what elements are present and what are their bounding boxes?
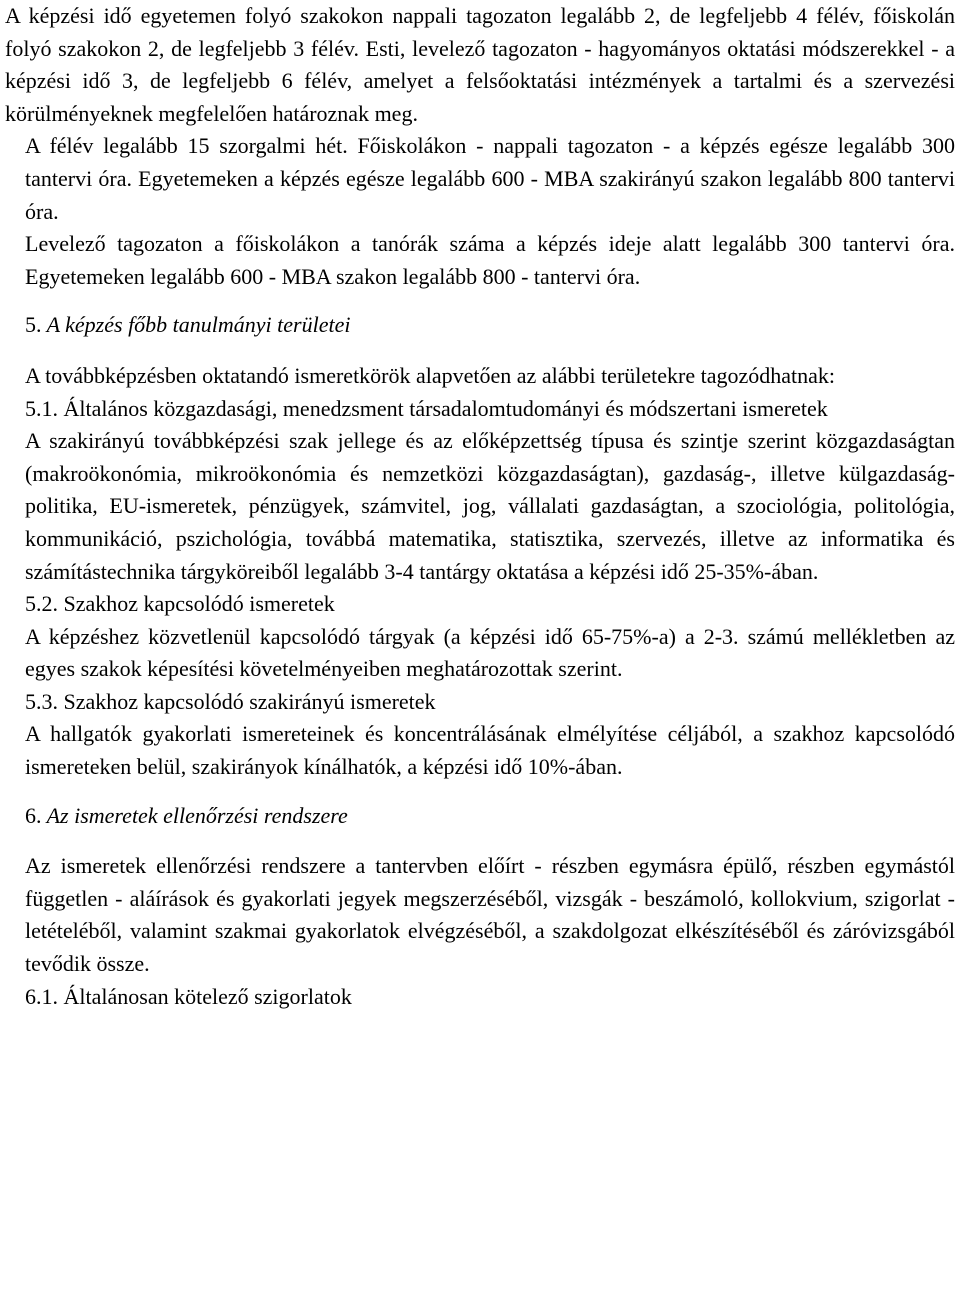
subsection-5-1-body: A szakirányú továbbképzési szak jellege és az előképzettség típusa és szintje szerint közgazdaságtan (makroökonómia, mikroökonómia és nemzetközi közgazdaságtan), gazdaság-, illetve külgazdaság-politika, EU-ismeretek, pénzügyek, számvitel, jog, vállalati gazdaságtan, a szociológia, politológia, kommunikáció, pszichológia, továbbá matematika, statisztika, szervezés, illetve az informatika és számítástechnika tárgyköreiből legalább 3-4 tantárgy oktatása a képzési idő 25-35%-ában.	[25, 428, 955, 584]
subsection-5-2-heading: 5.2. Szakhoz kapcsolódó ismeretek	[25, 591, 335, 617]
document-page	[5, 0, 955, 1013]
section-6-heading	[5, 800, 955, 833]
spacer	[5, 293, 955, 309]
section-6-number: 6.	[25, 802, 42, 828]
section-5-intro: A továbbképzésben oktatandó ismeretkörök alapvetően az alábbi területekre tagozódhatnak:	[25, 362, 836, 388]
subsection-6-1-heading: 6.1. Általánosan kötelező szigorlatok	[25, 983, 352, 1009]
subsection-5-1-heading: 5.1. Általános közgazdasági, menedzsment társadalomtudományi és módszertani ismeretek	[25, 395, 828, 421]
section-5-heading	[5, 309, 955, 342]
subsection-5-2-body: A képzéshez közvetlenül kapcsolódó tárgyak (a képzési idő 65-75%-a) a 2-3. számú mellékletben az egyes szakok képesítési követelményeiben meghatározottak szerint.	[25, 623, 955, 682]
subsection-5-3-body: A hallgatók gyakorlati ismereteinek és koncentrálásának elmélyítése céljából, a szakhoz kapcsolódó ismereteken belül, szakirányok kínálhatók, a képzési idő 10%-ában.	[25, 721, 955, 780]
spacer	[5, 342, 955, 360]
spacer	[5, 784, 955, 800]
paragraph-correspondence-hours: Levelező tagozaton a főiskolákon a tanórák száma a képzés ideje alatt legalább 300 tantervi óra. Egyetemeken legalább 600 - MBA szakon legalább 800 - tantervi óra.	[25, 231, 955, 289]
paragraph-semester-hours: A félév legalább 15 szorgalmi hét. Főiskolákon - nappali tagozaton - a képzés egésze legalább 300 tantervi óra. Egyetemeken a képzés egésze legalább 600 - MBA szakirányú szakon legalább 800 tantervi óra.	[25, 133, 955, 224]
spacer	[5, 832, 955, 850]
subsection-5-3-heading: 5.3. Szakhoz kapcsolódó szakirányú ismeretek	[25, 688, 436, 714]
section-6-body: Az ismeretek ellenőrzési rendszere a tantervben előírt - részben egymásra épülő, részben egymástól független - aláírások és gyakorlati jegyek megszerzéséből, vizsgák - beszámoló, kollokvium, szigorlat - letételéből, valamint szakmai gyakorlatok elvégzéséből, a szakdolgozat elkészítéséből és záróvizsgából tevődik össze.	[25, 853, 955, 977]
paragraph-training-duration: A képzési idő egyetemen folyó szakokon nappali tagozaton legalább 2, de legfeljebb 4 félév, főiskolán folyó szakokon 2, de legfeljebb 3 félév. Esti, levelező tagozaton - hagyományos oktatási módszerekkel - a képzési idő 3, de legfeljebb 6 félév, amelyet a felsőoktatási intézmények a tartalmi és a szervezési körülményeknek megfelelően határoznak meg.	[5, 3, 955, 126]
section-5-number: 5.	[25, 312, 42, 338]
section-5-title: A képzés főbb tanulmányi területei	[46, 312, 351, 338]
section-6-title: Az ismeretek ellenőrzési rendszere	[46, 802, 348, 828]
